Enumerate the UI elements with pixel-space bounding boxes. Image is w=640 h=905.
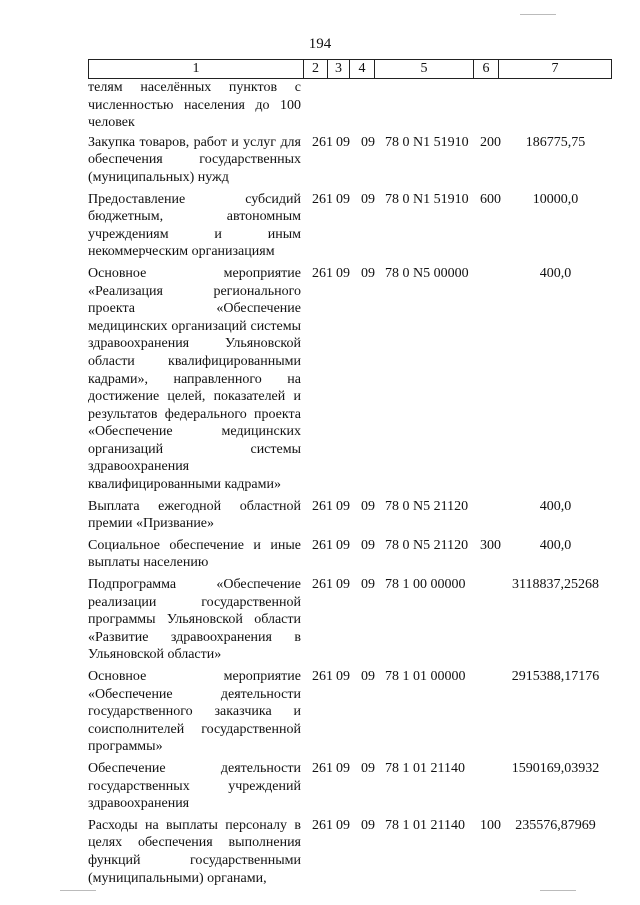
row-subsection-code: 09: [361, 817, 375, 833]
scan-mark: [60, 890, 96, 891]
row-section-code: 09: [336, 537, 350, 553]
row-expense-type: 100: [480, 817, 501, 833]
row-expense-type: 200: [480, 134, 501, 150]
row-amount: 2915388,17176: [511, 669, 600, 684]
row-target-article: 78 0 N1 51910: [385, 134, 469, 150]
row-amount: 400,0: [539, 265, 572, 281]
row-name: Социальное обеспечение и иные выплаты населению: [88, 537, 301, 571]
row-subsection-code: 09: [361, 498, 375, 514]
row-section-code: 09: [336, 134, 350, 150]
row-section-code: 09: [336, 669, 350, 684]
row-amount: 186775,75: [525, 134, 586, 150]
row-name: Подпрограмма «Обеспечение реализации государственной программы Ульяновской области «Развитие здравоохранения в Ульяновской области»: [88, 577, 301, 663]
table-row: [88, 537, 612, 572]
row-subsection-code: 09: [361, 669, 375, 684]
row-name: Основное мероприятие «Обеспечение деятельности государственного заказчика и соисполнителей государственной программы»: [88, 669, 301, 755]
row-target-article: 78 0 N5 21120: [385, 498, 469, 514]
row-name: Выплата ежегодной областной премии «Призвание»: [88, 498, 301, 532]
row-admin-code: 261: [312, 191, 333, 207]
row-target-article: 78 1 01 21140: [385, 817, 465, 833]
row-admin-code: 261: [312, 817, 333, 833]
table-header: [88, 59, 612, 79]
row-subsection-code: 09: [361, 134, 375, 150]
row-name: телям населённых пунктов с численностью населения до 100 человек: [88, 80, 301, 131]
row-name: Основное мероприятие «Реализация регионального проекта «Обеспечение медицинских организаций системы здравоохранения Ульяновской области квалифицированными кадрами», направленного на достижение целей, показателей и результатов федерального проекта «Обеспечение медицинских организаций системы здравоохранения квалифицированными кадрами»: [88, 265, 301, 493]
row-amount: 400,0: [539, 537, 572, 553]
table-row: [88, 668, 612, 756]
header-col-7: 7: [551, 61, 559, 76]
row-subsection-code: 09: [361, 265, 375, 281]
row-amount: 235576,87969: [515, 817, 596, 833]
page-number: 194: [308, 36, 332, 52]
row-subsection-code: 09: [361, 760, 375, 776]
row-amount: 1590169,03932: [511, 760, 600, 776]
row-target-article: 78 1 01 00000: [385, 669, 466, 684]
table-body: [88, 79, 612, 887]
row-target-article: 78 0 N5 21120: [385, 537, 469, 553]
scan-mark: [540, 890, 576, 891]
row-amount: 3118837,25268: [512, 577, 599, 593]
row-section-code: 09: [336, 760, 350, 776]
table-row: [88, 191, 612, 261]
row-admin-code: 261: [312, 577, 333, 593]
row-section-code: 09: [336, 577, 350, 593]
row-admin-code: 261: [312, 760, 333, 776]
row-target-article: 78 0 N5 00000: [385, 265, 469, 281]
row-name: Закупка товаров, работ и услуг для обеспечения государственных (муниципальных) нужд: [88, 134, 301, 185]
header-col-1: 1: [192, 61, 200, 76]
header-col-4: 4: [358, 61, 366, 76]
row-subsection-code: 09: [361, 537, 375, 553]
table-row: [88, 79, 612, 132]
row-subsection-code: 09: [361, 577, 375, 593]
table-row: [88, 134, 612, 187]
row-section-code: 09: [336, 191, 350, 207]
row-name: Расходы на выплаты персоналу в целях обеспечения выполнения функций государственными (муниципальными) органами,: [88, 817, 301, 886]
row-section-code: 09: [336, 265, 350, 281]
row-amount: 10000,0: [532, 191, 579, 207]
scan-mark: [520, 14, 556, 15]
row-admin-code: 261: [312, 537, 333, 553]
table-row: [88, 265, 612, 494]
header-col-2: 2: [312, 61, 319, 76]
row-expense-type: 600: [480, 191, 501, 207]
table-row: [88, 760, 612, 813]
table-row: [88, 817, 612, 887]
table-row: [88, 576, 612, 664]
row-admin-code: 261: [312, 265, 333, 281]
row-target-article: 78 1 01 21140: [385, 760, 465, 776]
row-section-code: 09: [336, 498, 350, 514]
row-target-article: 78 0 N1 51910: [385, 191, 469, 207]
row-section-code: 09: [336, 817, 350, 833]
header-col-6: 6: [482, 61, 490, 76]
row-admin-code: 261: [312, 134, 333, 150]
header-col-3: 3: [335, 61, 342, 76]
table-row: [88, 498, 612, 533]
header-col-5: 5: [420, 61, 428, 76]
row-name: Предоставление субсидий бюджетным, автономным учреждениям и иным некоммерческим организациям: [88, 191, 301, 260]
row-subsection-code: 09: [361, 191, 375, 207]
row-amount: 400,0: [539, 498, 572, 514]
row-target-article: 78 1 00 00000: [385, 577, 466, 593]
row-admin-code: 261: [312, 498, 333, 514]
row-admin-code: 261: [312, 669, 333, 684]
row-name: Обеспечение деятельности государственных учреждений здравоохранения: [88, 760, 301, 812]
row-expense-type: 300: [480, 537, 501, 553]
